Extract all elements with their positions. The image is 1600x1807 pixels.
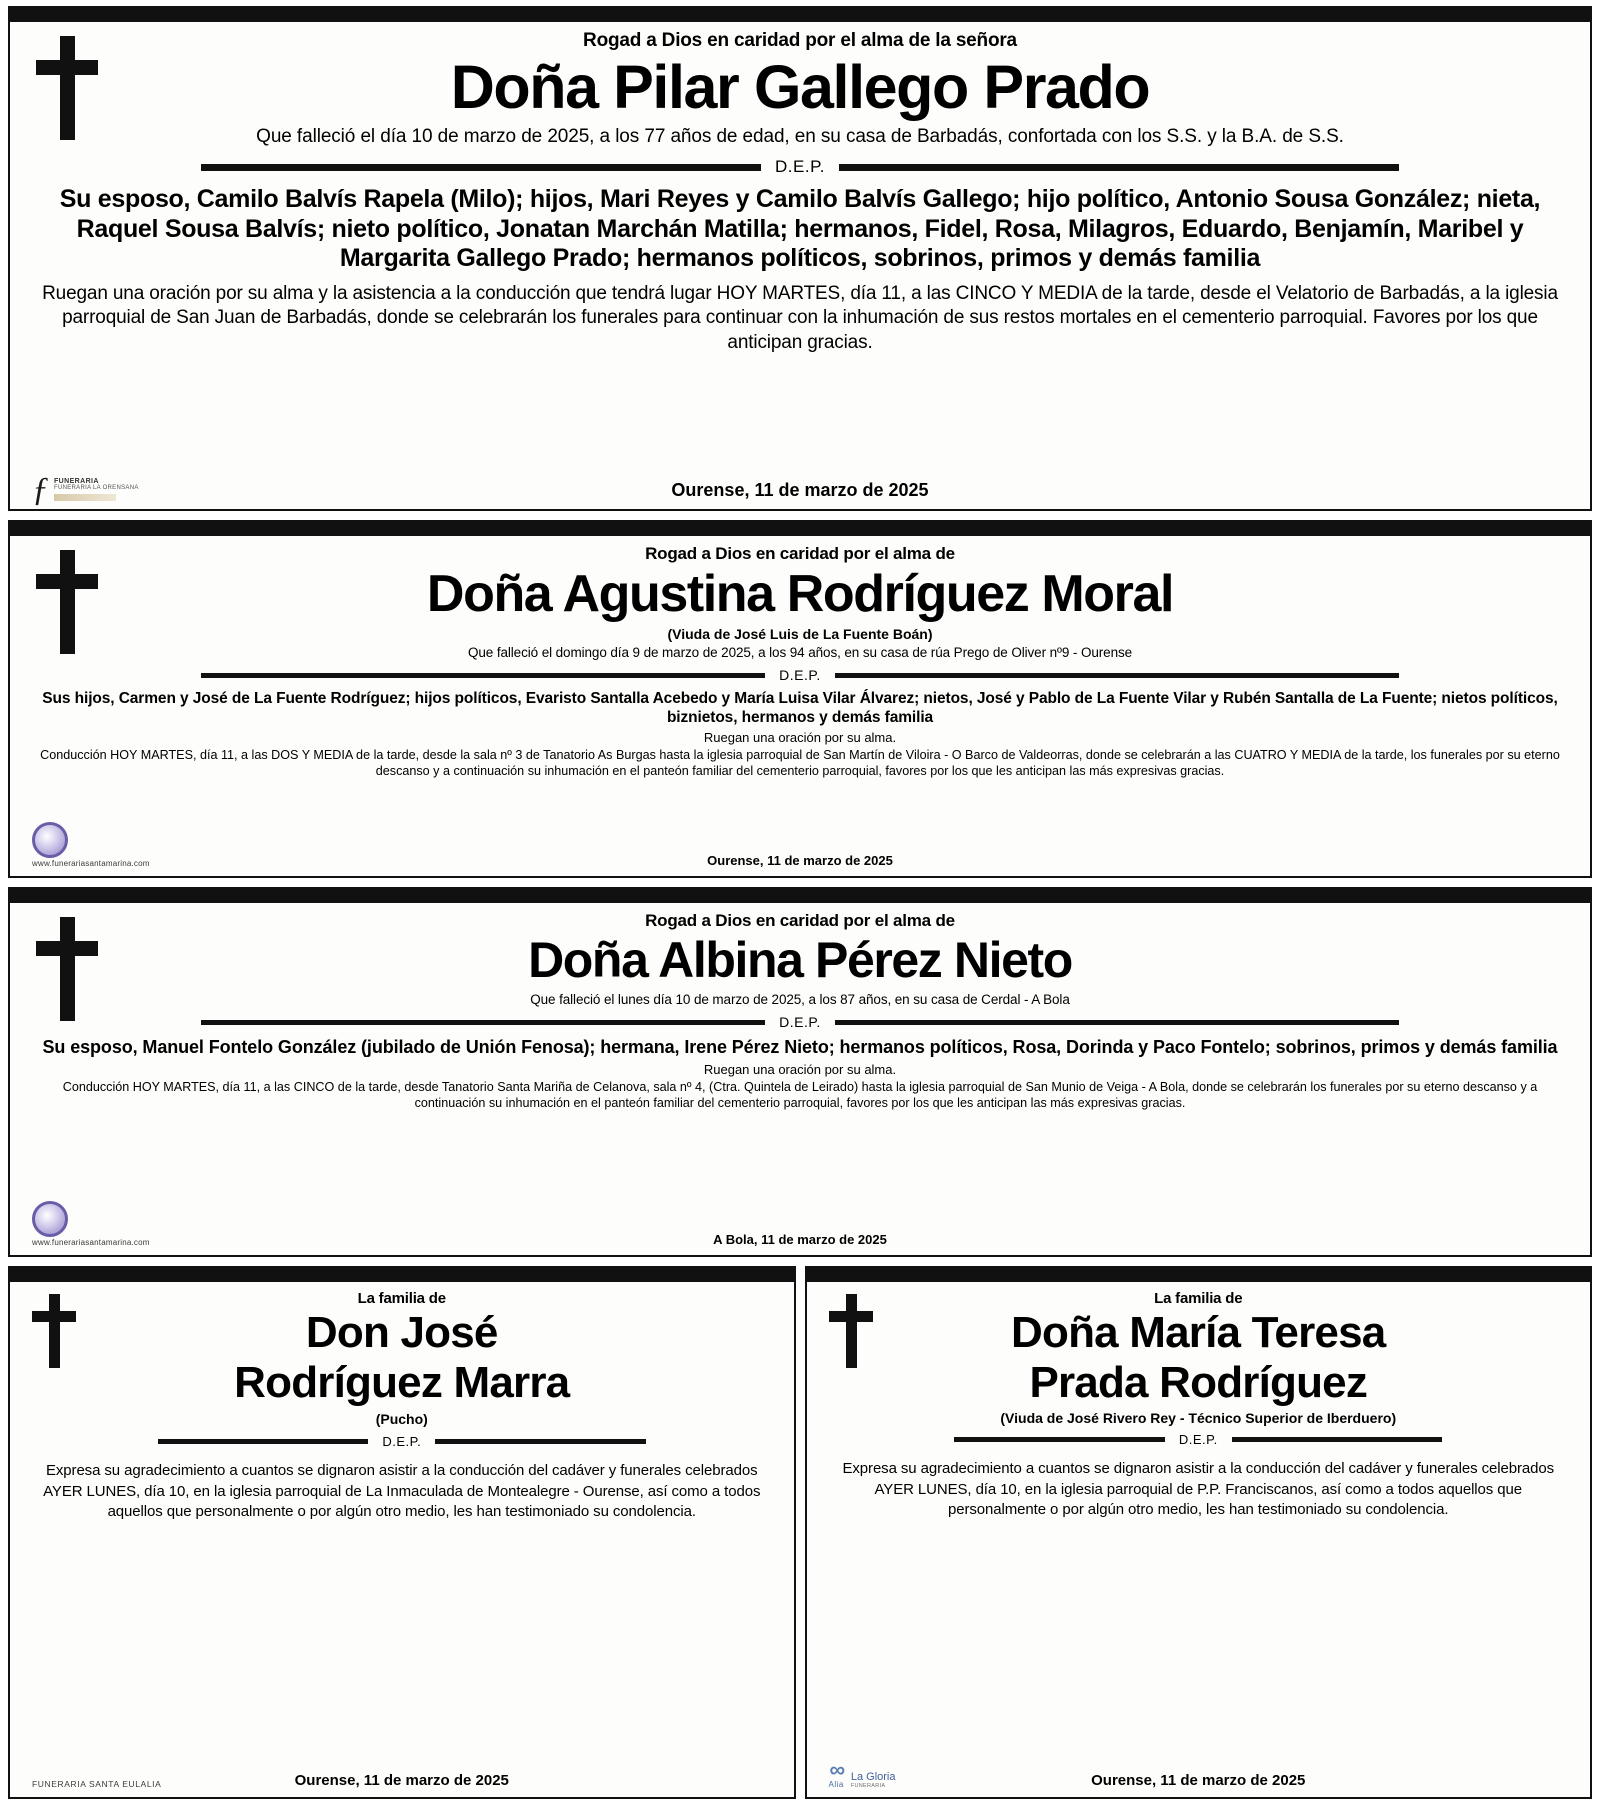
prayer-request: Ruegan una oración por su alma. — [703, 730, 897, 746]
obituary-kicker: Rogad a Dios en caridad por el alma de — [645, 544, 955, 563]
card-footer — [32, 1761, 772, 1791]
funeral-home-logo — [32, 1201, 150, 1247]
latin-cross-icon — [36, 36, 98, 140]
obituary-content — [807, 1282, 1591, 1797]
latin-cross-icon — [32, 1294, 76, 1368]
obituary-card-agustina-rodriguez-moral — [8, 520, 1592, 878]
obituary-content — [10, 536, 1590, 876]
card-footer — [32, 840, 1568, 870]
dep-rule-left — [201, 1020, 765, 1025]
deceased-name-line-2: Prada Rodríguez — [1029, 1358, 1368, 1407]
bottom-obituary-row — [8, 1266, 1592, 1799]
deceased-name-line-1: Doña María Teresa — [1011, 1308, 1386, 1357]
dep-rule-left — [158, 1439, 369, 1444]
dep-divider — [158, 1434, 646, 1449]
card-footer — [32, 470, 1568, 508]
obituary-content — [10, 903, 1590, 1255]
logo-line-2: FUNERARIA LA ORENSANA — [54, 485, 139, 492]
latin-cross-icon — [829, 1294, 873, 1368]
deceased-name: Doña Agustina Rodríguez Moral — [426, 565, 1174, 623]
dep-rule-right — [839, 164, 1399, 171]
obituary-card-maria-teresa-prada-rodriguez — [805, 1266, 1593, 1799]
dep-divider — [201, 1014, 1399, 1030]
place-and-date: Ourense, 11 de marzo de 2025 — [671, 480, 929, 500]
logo-ring-icon — [32, 1201, 68, 1237]
dep-label: D.E.P. — [1178, 1432, 1218, 1447]
deceased-name: Doña Albina Pérez Nieto — [528, 932, 1072, 988]
funeral-arrangements: Conducción HOY MARTES, día 11, a las DOS Y MEDIA de la tarde, desde la sala nº 3 de Tanatorio As Burgas hasta la iglesia parroquial de San Martín de Viloira - O Barco de Valdeorras, donde se celebrarán a las CUATRO Y MEDIA de la tarde, los funerales por su eterno descanso y a continuación su inhumación en el panteón familiar del cementerio parroquial, favores por los que les anticipan las más expresivas gracias. — [40, 748, 1560, 779]
nickname: (Pucho) — [375, 1411, 428, 1427]
card-top-rule — [10, 8, 1590, 22]
funeral-home-logo: FUNERARIA SANTA EULALIA — [32, 1779, 162, 1789]
dep-rule-right — [435, 1439, 646, 1444]
widow-of-line: (Viuda de José Luis de La Fuente Boán) — [667, 626, 933, 643]
funeral-home-logo — [829, 1759, 896, 1789]
obituary-kicker: La familia de — [1154, 1290, 1243, 1307]
dep-rule-left — [201, 164, 761, 171]
dep-label: D.E.P. — [779, 667, 821, 684]
death-details-line: Que falleció el día 10 de marzo de 2025, a los 77 años de edad, en su casa de Barbadás, confortada con los S.S. y la B.A. de S.S. — [256, 126, 1344, 148]
surviving-family-list: Su esposo, Manuel Fontelo González (jubilado de Unión Fenosa); hermana, Irene Pérez Nieto; hermanos políticos, Rosa, Dorinda y Paco Fontelo; sobrinos, primos y demás familia — [42, 1037, 1558, 1057]
logo-brand-mark: Alia — [828, 1780, 844, 1789]
logo-brand-subtitle: FUNERARIA — [850, 1782, 886, 1789]
thanks-message: Expresa su agradecimiento a cuantos se dignaron asistir a la conducción del cadáver y funerales celebrados AYER LUNES, día 10, en la iglesia parroquial de P.P. Franciscanos, así como a todos aquellos que personalmente o por algún otro medio, les han testimoniado su condolencia. — [842, 1460, 1554, 1519]
funeral-home-logo — [32, 470, 139, 508]
logo-swash-icon: ƒ — [32, 470, 49, 508]
deceased-name: Doña Pilar Gallego Prado — [450, 53, 1150, 121]
card-top-rule — [10, 889, 1590, 903]
obituary-card-albina-perez-nieto — [8, 887, 1592, 1257]
widow-of-line: (Viuda de José Rivero Rey - Técnico Superior de Iberduero) — [1000, 1410, 1397, 1426]
card-top-rule — [10, 1268, 794, 1282]
obituary-kicker: La familia de — [357, 1290, 446, 1307]
dep-rule-left — [954, 1437, 1165, 1442]
dep-divider — [954, 1432, 1442, 1447]
latin-cross-icon — [36, 917, 98, 1021]
card-top-rule — [807, 1268, 1591, 1282]
surviving-family-list: Sus hijos, Carmen y José de La Fuente Rodríguez; hijos políticos, Evaristo Santalla Acebedo y María Luisa Vilar Álvarez; nietos, José y Pablo de La Fuente Vilar y Rubén Santalla de La Fuente; nietos políticos, biznietos, hermanos y demás familia — [42, 690, 1558, 726]
death-details-line: Que falleció el domingo día 9 de marzo de 2025, a los 94 años, en su casa de rúa Prego de Oliver nº9 - Ourense — [467, 645, 1133, 661]
dep-label: D.E.P. — [775, 157, 825, 177]
obituary-content — [10, 1282, 794, 1797]
card-top-rule — [10, 522, 1590, 536]
deceased-name-line-1: Don José — [305, 1308, 498, 1357]
card-footer — [32, 1219, 1568, 1249]
dep-rule-right — [1232, 1437, 1443, 1442]
obituary-kicker: Rogad a Dios en caridad por el alma de la señora — [583, 30, 1017, 51]
logo-website: www.funerariasantamarina.com — [32, 859, 150, 868]
prayer-request: Ruegan una oración por su alma. — [703, 1061, 897, 1077]
alia-mark-icon: ∞ — [829, 1757, 844, 1782]
surviving-family-list: Su esposo, Camilo Balvís Rapela (Milo); hijos, Mari Reyes y Camilo Balvís Gallego; hijo político, Antonio Sousa González; nieta, Raquel Sousa Balvís; nieto político, Jonatan Marchán Matilla; hermanos, Fidel, Rosa, Milagros, Eduardo, Benjamín, Maribel y Margarita Gallego Prado; hermanos políticos, sobrinos, primos y demás familia — [59, 185, 1541, 273]
dep-divider — [201, 667, 1399, 683]
dep-label: D.E.P. — [382, 1434, 422, 1449]
card-footer — [828, 1757, 1569, 1791]
place-and-date: Ourense, 11 de marzo de 2025 — [707, 853, 893, 868]
dep-label: D.E.P. — [779, 1014, 821, 1030]
logo-ring-icon — [32, 822, 68, 858]
latin-cross-icon — [36, 550, 98, 654]
place-and-date: Ourense, 11 de marzo de 2025 — [294, 1772, 509, 1789]
thanks-message: Expresa su agradecimiento a cuantos se dignaron asistir a la conducción del cadáver y funerales celebrados AYER LUNES, día 10, en la iglesia parroquial de La Inmaculada de Montealegre - Ourense, así como a todos aquellos que personalmente o por algún otro medio, les han testimoniado su condolencia. — [43, 1462, 761, 1521]
logo-brand-name: La Gloria — [850, 1770, 896, 1783]
funeral-home-logo — [32, 822, 150, 868]
dep-rule-right — [835, 1020, 1399, 1025]
deceased-name-line-2: Rodríguez Marra — [234, 1358, 570, 1407]
dep-rule-left — [201, 673, 765, 678]
death-details-line: Que falleció el lunes día 10 de marzo de 2025, a los 87 años, en su casa de Cerdal - A Bola — [530, 992, 1070, 1007]
dep-divider — [201, 157, 1399, 177]
place-and-date: Ourense, 11 de marzo de 2025 — [1091, 1772, 1306, 1789]
logo-website: www.funerariasantamarina.com — [32, 1238, 150, 1247]
obituary-card-jose-rodriguez-marra — [8, 1266, 796, 1799]
obituary-card-pilar-gallego-prado — [8, 6, 1592, 511]
dep-rule-right — [835, 673, 1399, 678]
place-and-date: A Bola, 11 de marzo de 2025 — [713, 1232, 887, 1247]
obituary-content — [10, 22, 1590, 509]
funeral-arrangements: Conducción HOY MARTES, día 11, a las CINCO de la tarde, desde Tanatorio Santa Mariña de Celanova, sala nº 4, (Ctra. Quintela de Leirado) hasta la iglesia parroquial de San Munio de Veiga - A Bola, donde se celebrarán los funerales por su eterno descanso y a continuación su inhumación en el panteón familiar del cementerio parroquial, favores por los que les anticipan las más expresivas gracias. — [62, 1079, 1538, 1110]
funeral-arrangements: Ruegan una oración por su alma y la asistencia a la conducción que tendrá lugar HOY MARTES, día 11, a las CINCO Y MEDIA de la tarde, desde el Velatorio de Barbadás, a la iglesia parroquial de San Juan de Barbadás, donde se celebrarán los funerales para continuar con la inhumación de sus restos mortales en el cementerio parroquial. Favores por los que anticipan gracias. — [42, 282, 1558, 354]
logo-line-1: FUNERARIA — [54, 478, 99, 486]
obituary-kicker: Rogad a Dios en caridad por el alma de — [645, 911, 955, 930]
logo-band — [54, 494, 116, 501]
